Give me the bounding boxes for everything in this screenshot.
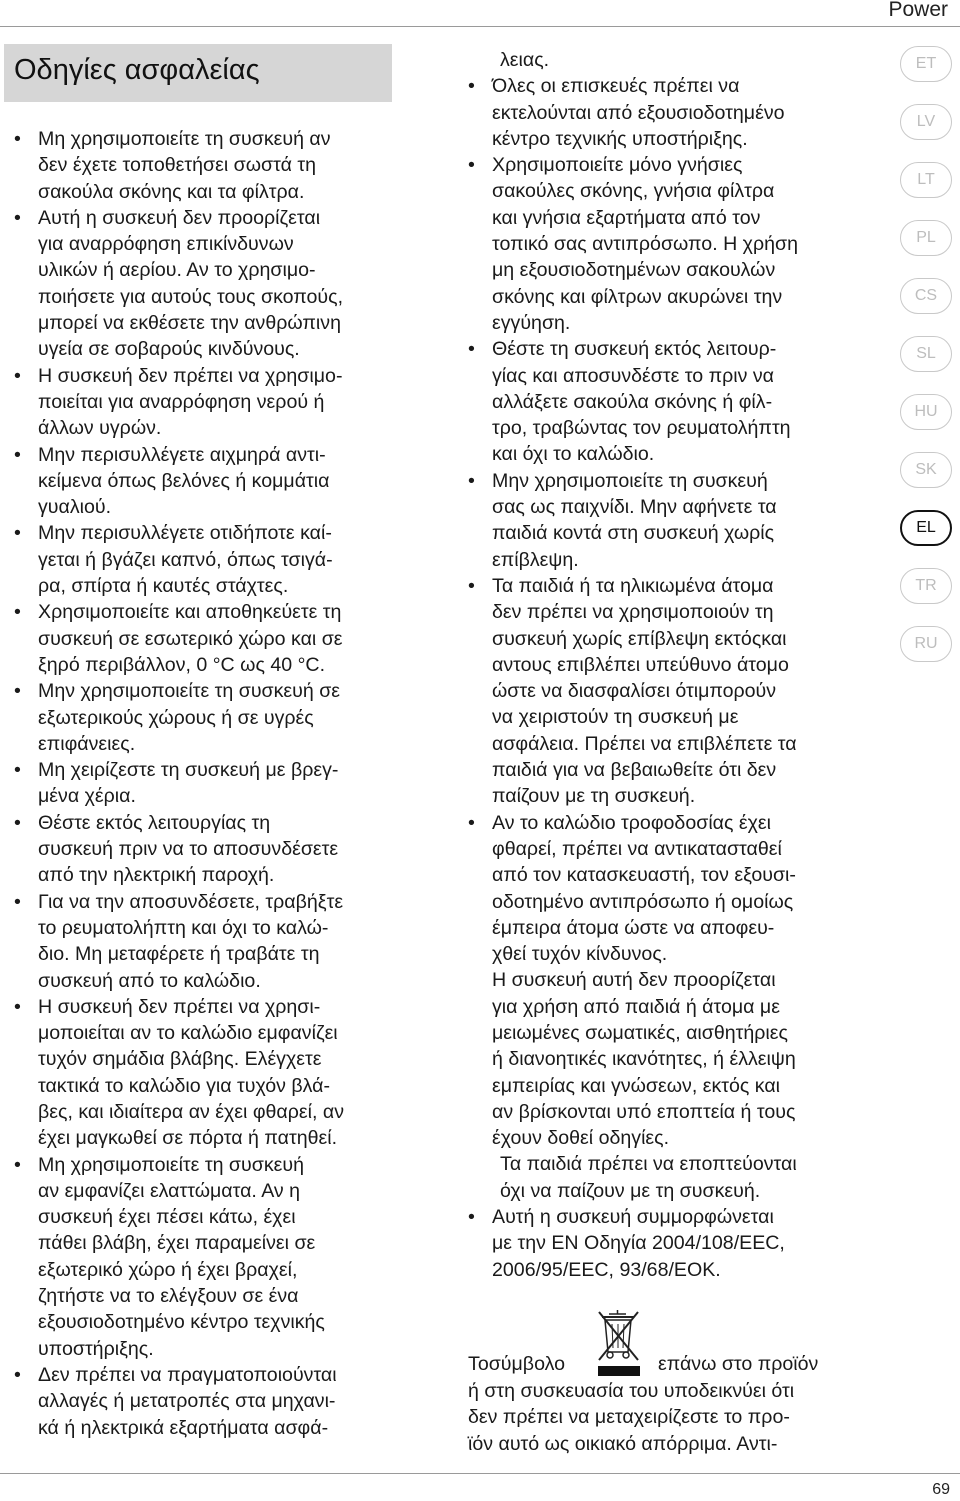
safety-item-line: σακούλες σκόνης, γνήσια φίλτρα [492, 180, 775, 203]
safety-item-line: ρα, σπίρτα ή καυτές στάχτες. [38, 575, 289, 598]
page-number: 69 [932, 1481, 950, 1498]
language-tab-lt[interactable]: LT [900, 162, 952, 198]
safety-item-line: • Χρησιμοποιείτε μόνο γνήσιες [492, 154, 743, 177]
safety-item-line: • Τα παιδιά ή τα ηλικιωμένα άτομα [492, 574, 774, 597]
safety-item-line: • Μη χρησιμοποιείτε τη συσκευή [38, 1153, 304, 1176]
safety-list-left [14, 126, 394, 1441]
safety-item-line: εμπειρίας και γνώσεων, εκτός και [492, 1074, 781, 1097]
language-tab-et[interactable]: ET [900, 46, 952, 82]
safety-item-line: παιδιά για να βεβαιωθείτε ότι δεν [492, 759, 777, 782]
safety-item-line: συσκευή χωρίς επίβλεψη εκτόςκαι [492, 627, 787, 650]
safety-item-line: μένα χέρια. [38, 785, 136, 808]
safety-item [468, 73, 870, 152]
safety-item-line: αν εμφανίζει ελαττώματα. Αν η [38, 1179, 301, 1202]
safety-item-line: τοπικό σας αντιπρόσωπο. Η χρήση [492, 233, 798, 256]
safety-item [468, 336, 870, 467]
safety-item [14, 757, 394, 810]
safety-item-line: τακτικά το καλώδιο για τυχόν βλά- [38, 1074, 330, 1097]
safety-item [14, 1362, 394, 1441]
safety-item-line: • Χρησιμοποιείτε και αποθηκεύετε τη [38, 601, 342, 624]
safety-item-line: με την EN Οδηγία 2004/108/EEC, [492, 1232, 785, 1255]
language-tab-tr[interactable]: TR [900, 568, 952, 604]
safety-item-line: συσκευή σε εσωτερικό χώρο και σε [38, 627, 343, 650]
safety-item-line: παίζουν με τη συσκευή. [492, 785, 696, 808]
language-tab-hu[interactable]: HU [900, 394, 952, 430]
safety-item-line: μπορεί να εκθέσετε την ανθρώπινη [38, 312, 341, 335]
safety-item-line: φθαρεί, πρέπει να αντικατασταθεί [492, 837, 782, 860]
safety-item-line: • Όλες οι επισκευές πρέπει να [492, 75, 740, 98]
safety-item-line: τρο, τραβώντας τον ρευματολήπτη [492, 417, 791, 440]
safety-item-line: εξωτερικούς χώρους ή σε υγρές [38, 706, 314, 729]
safety-item-line: εξωτερικό χώρο ή έχει βραχεί, [38, 1258, 298, 1281]
safety-item-line: κείμενα όπως βελόνες ή κομμάτια [38, 469, 330, 492]
safety-item-line: από τον κατασκευαστή, τον εξουσι- [492, 864, 796, 887]
safety-item [14, 1152, 394, 1362]
weee-text-after-icon: επάνω στο προϊόν [658, 1353, 819, 1375]
language-tab-ru[interactable]: RU [900, 626, 952, 662]
weee-text-line: δεν πρέπει να μεταχειρίζεστε το προ- [468, 1406, 790, 1429]
safety-item-line: σκόνης και φίλτρων ακυρώνει την [492, 285, 783, 308]
safety-item-line: • Μην χρησιμοποιείτε τη συσκευή σε [38, 680, 341, 703]
safety-list-right [468, 47, 870, 1283]
safety-item-line: εξουσιοδοτημένο κέντρο τεχνικής [38, 1311, 325, 1334]
page-title: Οδηγίες ασφαλείας [14, 54, 260, 86]
safety-item-line: κά ή ηλεκτρικά εξαρτήματα ασφά- [38, 1416, 329, 1439]
safety-item-line: οδοτημένο αντιπρόσωπο ή ομοίως [492, 890, 794, 913]
safety-item-line: • Η συσκευή δεν πρέπει να χρησιμο- [38, 364, 343, 387]
language-tab-lv[interactable]: LV [900, 104, 952, 140]
safety-item-line: συσκευή από το καλώδιο. [38, 969, 261, 992]
safety-item-line: για αναρρόφηση επικίνδυνων [38, 233, 294, 256]
safety-item-line: • Αυτή η συσκευή συμμορφώνεται [492, 1206, 774, 1229]
safety-item-line: γυαλιού. [38, 496, 112, 519]
language-tab-sk[interactable]: SK [900, 452, 952, 488]
safety-item-line: εκτελούνται από εξουσιοδοτημένο [492, 101, 785, 124]
weee-text-line: ϊόν αυτό ως οικιακό απόρριμα. Αντι- [468, 1432, 778, 1455]
safety-item-line: αλλαγές ή μετατροπές στα μηχανι- [38, 1390, 336, 1413]
safety-item-line: αλλάξετε σακούλα σκόνης ή φίλ- [492, 390, 773, 413]
safety-item-line: συσκευή πριν να το αποσυνδέσετε [38, 838, 339, 861]
safety-item-line: • Για να την αποσυνδέσετε, τραβήξτε [38, 890, 344, 913]
safety-item [468, 468, 870, 573]
safety-item-line: το ρευματολήπτη και όχι το καλώ- [38, 916, 329, 939]
header-divider [0, 26, 960, 27]
safety-item-line: αν βρίσκονται υπό εποπτεία ή τους [492, 1100, 796, 1123]
safety-item [14, 599, 394, 678]
safety-item-line: λειας. [500, 49, 550, 71]
safety-item-line: τυχόν σημάδια βλάβης. Ελέγχετε [38, 1048, 322, 1071]
safety-item-line: ασφάλεια. Πρέπει να επιβλέπετε τα [492, 732, 797, 755]
safety-item-line: διο. Μη μεταφέρετε ή τραβάτε τη [38, 943, 320, 966]
safety-item-line: υλικών ή αερίου. Αν το χρησιμο- [38, 259, 316, 282]
safety-item-line: δεν έχετε τοποθετήσει σωστά τη [38, 154, 317, 177]
safety-item [14, 810, 394, 889]
safety-item [468, 1204, 870, 1283]
safety-item-line: όχι να παίζουν με τη συσκευή. [500, 1179, 761, 1202]
safety-item [14, 994, 394, 1152]
safety-item-line: έχει μαγκωθεί σε πόρτα ή πατηθεί. [38, 1127, 338, 1150]
safety-item-line: για χρήση από παιδιά ή άτομα με [492, 995, 780, 1018]
safety-item-line: ζητήστε να το ελέγξουν σε ένα [38, 1285, 299, 1308]
safety-item-line: ποιήσετε για αυτούς τους σκοπούς, [38, 285, 344, 308]
safety-item-line: μοποιείται αν το καλώδιο εμφανίζει [38, 1022, 338, 1045]
safety-item-line: υποστήριξης. [38, 1337, 154, 1360]
safety-item-line: μειωμένες σωματικές, αισθητήριες [492, 1021, 788, 1044]
footer-divider [0, 1473, 960, 1474]
safety-item-line: υγεία σε σοβαρούς κινδύνους. [38, 338, 300, 361]
safety-item-line: Τα παιδιά πρέπει να εποπτεύονται [500, 1153, 797, 1176]
safety-item-line: επίβλεψη. [492, 548, 579, 571]
safety-item-line: • Μην περισυλλέγετε οτιδήποτε καί- [38, 522, 332, 545]
safety-item-line: • Μη χειρίζεστε τη συσκευή με βρεγ- [38, 759, 339, 782]
safety-item-line: • Μην περισυλλέγετε αιχμηρά αντι- [38, 443, 326, 466]
safety-item-line: πάθει βλάβη, έχει παραμείνει σε [38, 1232, 316, 1255]
safety-item [14, 363, 394, 442]
safety-item-continuation [468, 1151, 870, 1204]
title-banner [4, 44, 392, 102]
safety-item-line: • Μην χρησιμοποιείτε τη συσκευή [492, 469, 768, 492]
safety-item-line: αντους επιβλέπει υπεύθυνο άτομο [492, 653, 789, 676]
safety-item [14, 678, 394, 757]
safety-item-line: επιφάνειες. [38, 732, 136, 755]
safety-item-line: συσκευή έχει πέσει κάτω, έχει [38, 1206, 296, 1229]
safety-item-line: • Αν το καλώδιο τροφοδοσίας έχει [492, 811, 772, 834]
language-tab-pl[interactable]: PL [900, 220, 952, 256]
safety-item-line: ξηρό περιβάλλον, 0 °C ως 40 °C. [38, 653, 326, 676]
safety-item-line: ώστε να διασφαλίσει ότιμπορούν [492, 680, 777, 703]
safety-item-line: μη εξουσιοδοτημένων σακουλών [492, 259, 776, 282]
safety-item-line: σακούλα σκόνης και τα φίλτρα. [38, 180, 305, 203]
safety-item-line: παιδιά κοντά στη συσκευή χωρίς [492, 522, 775, 545]
safety-item-continuation [468, 47, 870, 73]
safety-item [14, 126, 394, 205]
safety-item [14, 889, 394, 994]
safety-item-line: ή διανοητικές ικανότητες, ή έλλειψη [492, 1048, 796, 1071]
safety-item-line: να χειριστούν τη συσκευή με [492, 706, 739, 729]
weee-text-before-icon: Τοσύμβολο [468, 1353, 566, 1375]
safety-item-line: εγγύηση. [492, 311, 571, 334]
safety-item-line: ποιείται για αναρρόφηση νερού ή [38, 390, 325, 413]
safety-item-line: • Θέστε τη συσκευή εκτός λειτουρ- [492, 338, 777, 361]
language-tab-cs[interactable]: CS [900, 278, 952, 314]
safety-item-line: • Μη χρησιμοποιείτε τη συσκευή αν [38, 128, 331, 150]
safety-item [468, 810, 870, 1152]
safety-item [468, 573, 870, 810]
weee-sentence-continuation [468, 1378, 870, 1457]
safety-item-line: έχουν δοθεί οδηγίες. [492, 1127, 670, 1150]
safety-item-line: χθεί τυχόν κίνδυνος. [492, 943, 668, 966]
safety-item-line: και γνήσια εξαρτήματα από τον [492, 206, 761, 229]
safety-item-line: από την ηλεκτρική παροχή. [38, 864, 275, 887]
safety-item-line: γίας και αποσυνδέστε το πριν να [492, 364, 774, 387]
safety-item [14, 520, 394, 599]
safety-item [468, 152, 870, 336]
safety-item-line: και όχι το καλώδιο. [492, 443, 655, 466]
weee-text-line: ή στη συσκευασία του υποδεικνύει ότι [468, 1380, 795, 1402]
safety-item-line: άλλων υγρών. [38, 417, 162, 440]
safety-item-line: • Η συσκευή δεν πρέπει να χρησι- [38, 995, 321, 1018]
brand-name: Power [888, 0, 948, 21]
safety-item-line: 2006/95/EEC, 93/68/EOK. [492, 1258, 721, 1281]
safety-item-line: γεται ή βγάζει καπνό, όπως τσιγά- [38, 548, 333, 571]
safety-item-line: έμπειρα άτομα ώστε να αποφευ- [492, 916, 775, 939]
safety-item-line: βες, και ιδιαίτερα αν έχει φθαρεί, αν [38, 1100, 344, 1123]
safety-item-line: Η συσκευή αυτή δεν προορίζεται [492, 969, 776, 992]
safety-item [14, 205, 394, 363]
safety-item-line: σας ως παιχνίδι. Μην αφήνετε τα [492, 496, 777, 519]
safety-item [14, 442, 394, 521]
language-tab-sl[interactable]: SL [900, 336, 952, 372]
crossed-out-wheelie-bin-icon [596, 1308, 642, 1380]
safety-item-line: δεν πρέπει να χρησιμοποιούν τη [492, 601, 774, 624]
safety-item-line: • Δεν πρέπει να πραγματοποιούνται [38, 1363, 337, 1386]
safety-item-line: • Αυτή η συσκευή δεν προορίζεται [38, 206, 321, 229]
safety-item-line: • Θέστε εκτός λειτουργίας τη [38, 811, 271, 834]
safety-item-line: κέντρο τεχνικής υποστήριξης. [492, 127, 748, 150]
language-tab-el[interactable]: EL [900, 510, 952, 546]
